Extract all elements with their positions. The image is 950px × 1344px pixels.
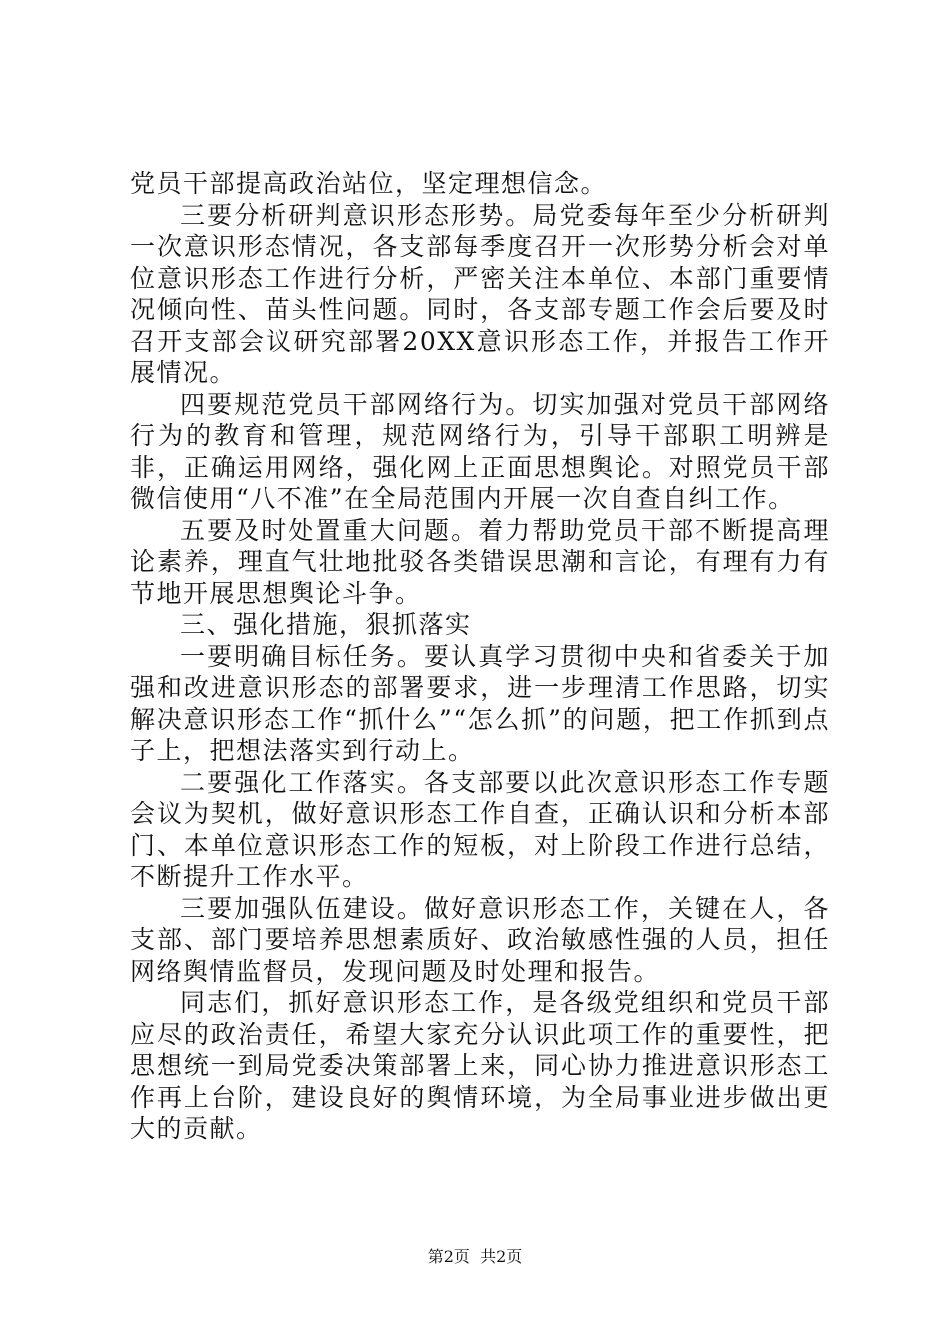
paragraph-item-two-implementation: 二要强化工作落实。各支部要以此次意识形态工作专题会议为契机，做好意识形态工作自查，正确认识和分析本部门、本单位意识形态工作的短板，对上阶段工作进行总结，不断提升工作水平。 <box>130 767 830 891</box>
paragraph-item-three-team: 三要加强队伍建设。做好意识形态工作，关键在人，各支部、部门要培养思想素质好、政治敏感性强的人员，担任网络舆情监督员，发现问题及时处理和报告。 <box>130 893 830 986</box>
paragraph-item-five-handling: 五要及时处置重大问题。着力帮助党员干部不断提高理论素养，理直气壮地批驳各类错误思潮和言论，有理有力有节地开展思想舆论斗争。 <box>130 515 830 608</box>
page-footer <box>0 1244 950 1267</box>
paragraph-item-one-goals: 一要明确目标任务。要认真学习贯彻中央和省委关于加强和改进意识形态的部署要求，进一步理清工作思路，切实解决意识形态工作“抓什么”“怎么抓”的问题，把工作抓到点子上，把想法落实到行动上。 <box>130 641 830 765</box>
page-number-label: 第2页 共2页 <box>427 1247 523 1266</box>
paragraph-continued: 党员干部提高政治站位，坚定理想信念。 <box>130 169 608 198</box>
section-heading-three: 三、强化措施，狠抓落实 <box>180 610 472 639</box>
document-body <box>130 168 830 1145</box>
paragraph-item-four-network: 四要规范党员干部网络行为。切实加强对党员干部网络行为的教育和管理，规范网络行为，引导干部职工明辨是非，正确运用网络，强化网上正面思想舆论。对照党员干部微信使用“八不准”在全局范围内开展一次自查自纠工作。 <box>130 389 830 513</box>
paragraph-item-three-analysis: 三要分析研判意识形态形势。局党委每年至少分析研判一次意识形态情况，各支部每季度召开一次形势分析会对单位意识形态工作进行分析，严密关注本单位、本部门重要情况倾向性、苗头性问题。同时，各支部专题工作会后要及时召开支部会议研究部署20XX意识形态工作，并报告工作开展情况。 <box>130 200 830 387</box>
paragraph-closing: 同志们，抓好意识形态工作，是各级党组织和党员干部应尽的政治责任，希望大家充分认识此项工作的重要性，把思想统一到局党委决策部署上来，同心协力推进意识形态工作再上台阶，建设良好的舆情环境，为全局事业进步做出更大的贡献。 <box>130 988 830 1143</box>
